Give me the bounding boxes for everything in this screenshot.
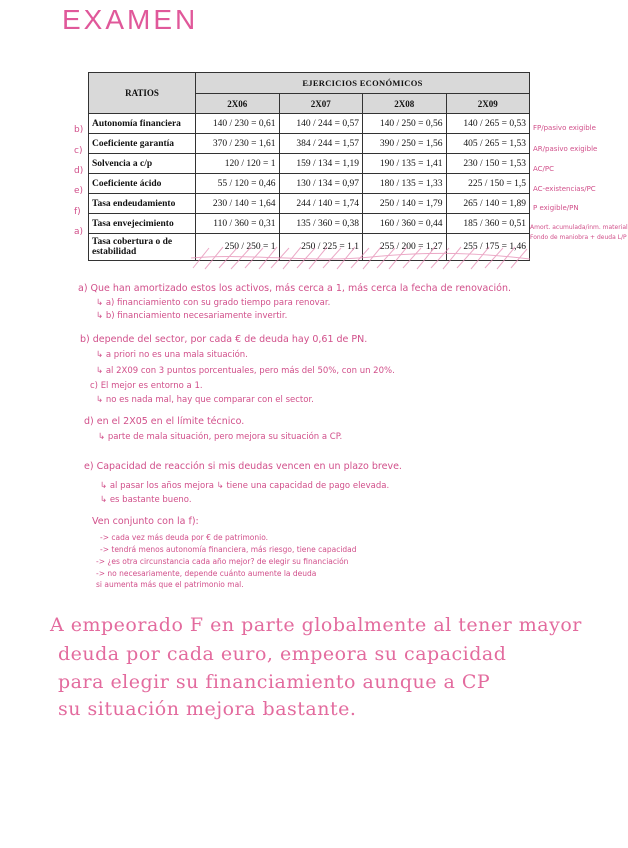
ratio-name: Tasa endeudamiento (89, 194, 196, 214)
ratio-value: 190 / 135 = 1,41 (363, 154, 447, 174)
conclusion-line: deuda por cada euro, empeora su capacidad (58, 643, 507, 665)
ratio-value: 405 / 265 = 1,53 (446, 134, 530, 154)
ratio-value: 370 / 230 = 1,61 (196, 134, 280, 154)
ratio-value: 135 / 360 = 0,38 (279, 214, 363, 234)
side-note: Amort. acumulada/inm. material (530, 224, 628, 231)
table-row (89, 154, 530, 174)
side-note: FP/pasivo exigible (533, 124, 596, 132)
ratio-name: Tasa cobertura o de estabilidad (89, 234, 196, 261)
ratio-value: 225 / 150 = 1,5 (446, 174, 530, 194)
ratio-value: 390 / 250 = 1,56 (363, 134, 447, 154)
row-mark: e) (74, 186, 84, 196)
ratio-value: 255 / 175 = 1,46 (446, 234, 530, 261)
table-row (89, 194, 530, 214)
answer-line: -> cada vez más deuda por € de patrimonio. (100, 533, 269, 542)
year-column-header: 2X06 (196, 94, 280, 114)
answer-line: ↳ b) financiamiento necesariamente invertir. (96, 311, 288, 321)
page-title: EXAMEN (62, 4, 199, 35)
ratio-value: 140 / 250 = 0,56 (363, 114, 447, 134)
answer-line: c) El mejor es entorno a 1. (90, 381, 203, 391)
answer-line: -> ¿es otra circunstancia cada año mejor? de elegir su financiación (96, 557, 349, 566)
row-mark: b) (74, 125, 84, 135)
ratio-value: 230 / 150 = 1,53 (446, 154, 530, 174)
year-column-header: 2X07 (279, 94, 363, 114)
table-header-row (89, 73, 530, 94)
ratios-column-header: RATIOS (89, 73, 196, 114)
ratio-value: 185 / 360 = 0,51 (446, 214, 530, 234)
answer-line: e) Capacidad de reacción si mis deudas vencen en un plazo breve. (84, 461, 402, 472)
ratio-value: 140 / 230 = 0,61 (196, 114, 280, 134)
side-note: Fondo de maniobra + deuda L/P (530, 234, 627, 241)
table-row (89, 114, 530, 134)
row-mark: d) (74, 166, 84, 176)
row-mark: a) (74, 227, 84, 237)
answer-line: ↳ a) financiamiento con su grado tiempo para renovar. (96, 298, 331, 308)
table-row (89, 174, 530, 194)
ratio-name: Autonomía financiera (89, 114, 196, 134)
side-note: AR/pasivo exigible (533, 145, 598, 153)
side-note: AC/PC (533, 165, 555, 173)
ratio-name: Coeficiente garantía (89, 134, 196, 154)
ratio-value: 250 / 225 = 1,1 (279, 234, 363, 261)
ratio-name: Solvencia a c/p (89, 154, 196, 174)
conclusion-line: su situación mejora bastante. (58, 698, 357, 720)
table-row (89, 214, 530, 234)
ratio-value: 255 / 200 = 1,27 (363, 234, 447, 261)
table-row (89, 134, 530, 154)
answer-line: d) en el 2X05 en el límite técnico. (84, 416, 245, 427)
ratio-value: 160 / 360 = 0,44 (363, 214, 447, 234)
ratio-name: Tasa envejecimiento (89, 214, 196, 234)
ratio-value: 250 / 140 = 1,79 (363, 194, 447, 214)
row-mark: f) (74, 207, 81, 217)
answer-line: si aumenta más que el patrimonio mal. (96, 580, 244, 589)
answer-line: ↳ al 2X09 con 3 puntos porcentuales, pero más del 50%, con un 20%. (96, 366, 395, 376)
ratio-value: 140 / 244 = 0,57 (279, 114, 363, 134)
year-column-header: 2X09 (446, 94, 530, 114)
year-column-header: 2X08 (363, 94, 447, 114)
ratio-value: 180 / 135 = 1,33 (363, 174, 447, 194)
ratio-value: 110 / 360 = 0,31 (196, 214, 280, 234)
ratio-value: 159 / 134 = 1,19 (279, 154, 363, 174)
years-header: EJERCICIOS ECONÓMICOS (196, 73, 530, 94)
answer-line: ↳ parte de mala situación, pero mejora su situación a CP. (98, 432, 343, 442)
answer-line: ↳ al pasar los años mejora ↳ tiene una capacidad de pago elevada. (100, 481, 390, 491)
answer-line: ↳ a priori no es una mala situación. (96, 350, 248, 360)
ratio-value: 384 / 244 = 1,57 (279, 134, 363, 154)
answer-line: a) Que han amortizado estos los activos, más cerca a 1, más cerca la fecha de renovación. (78, 283, 512, 294)
ratio-value: 265 / 140 = 1,89 (446, 194, 530, 214)
ratio-value: 55 / 120 = 0,46 (196, 174, 280, 194)
ratio-value: 140 / 265 = 0,53 (446, 114, 530, 134)
answer-line: -> no necesariamente, depende cuánto aumente la deuda (96, 569, 317, 578)
ratio-value: 120 / 120 = 1 (196, 154, 280, 174)
answer-line: Ven conjunto con la f): (92, 516, 199, 527)
ratio-value: 244 / 140 = 1,74 (279, 194, 363, 214)
answer-line: ↳ no es nada mal, hay que comparar con el sector. (96, 395, 314, 405)
table-row (89, 234, 530, 261)
side-note: P exigible/PN (533, 204, 579, 212)
answer-line: -> tendrá menos autonomía financiera, más riesgo, tiene capacidad (100, 545, 357, 554)
ratio-value: 250 / 250 = 1 (196, 234, 280, 261)
answer-line: ↳ es bastante bueno. (100, 495, 192, 505)
row-mark: c) (74, 146, 83, 156)
conclusion-line: A empeorado F en parte globalmente al tener mayor (50, 614, 582, 636)
ratio-value: 130 / 134 = 0,97 (279, 174, 363, 194)
answer-line: b) depende del sector, por cada € de deuda hay 0,61 de PN. (80, 334, 368, 345)
conclusion-line: para elegir su financiamiento aunque a CP (58, 671, 491, 693)
ratios-table (88, 72, 530, 261)
side-note: AC-existencias/PC (533, 185, 596, 193)
ratio-value: 230 / 140 = 1,64 (196, 194, 280, 214)
ratio-name: Coeficiente ácido (89, 174, 196, 194)
